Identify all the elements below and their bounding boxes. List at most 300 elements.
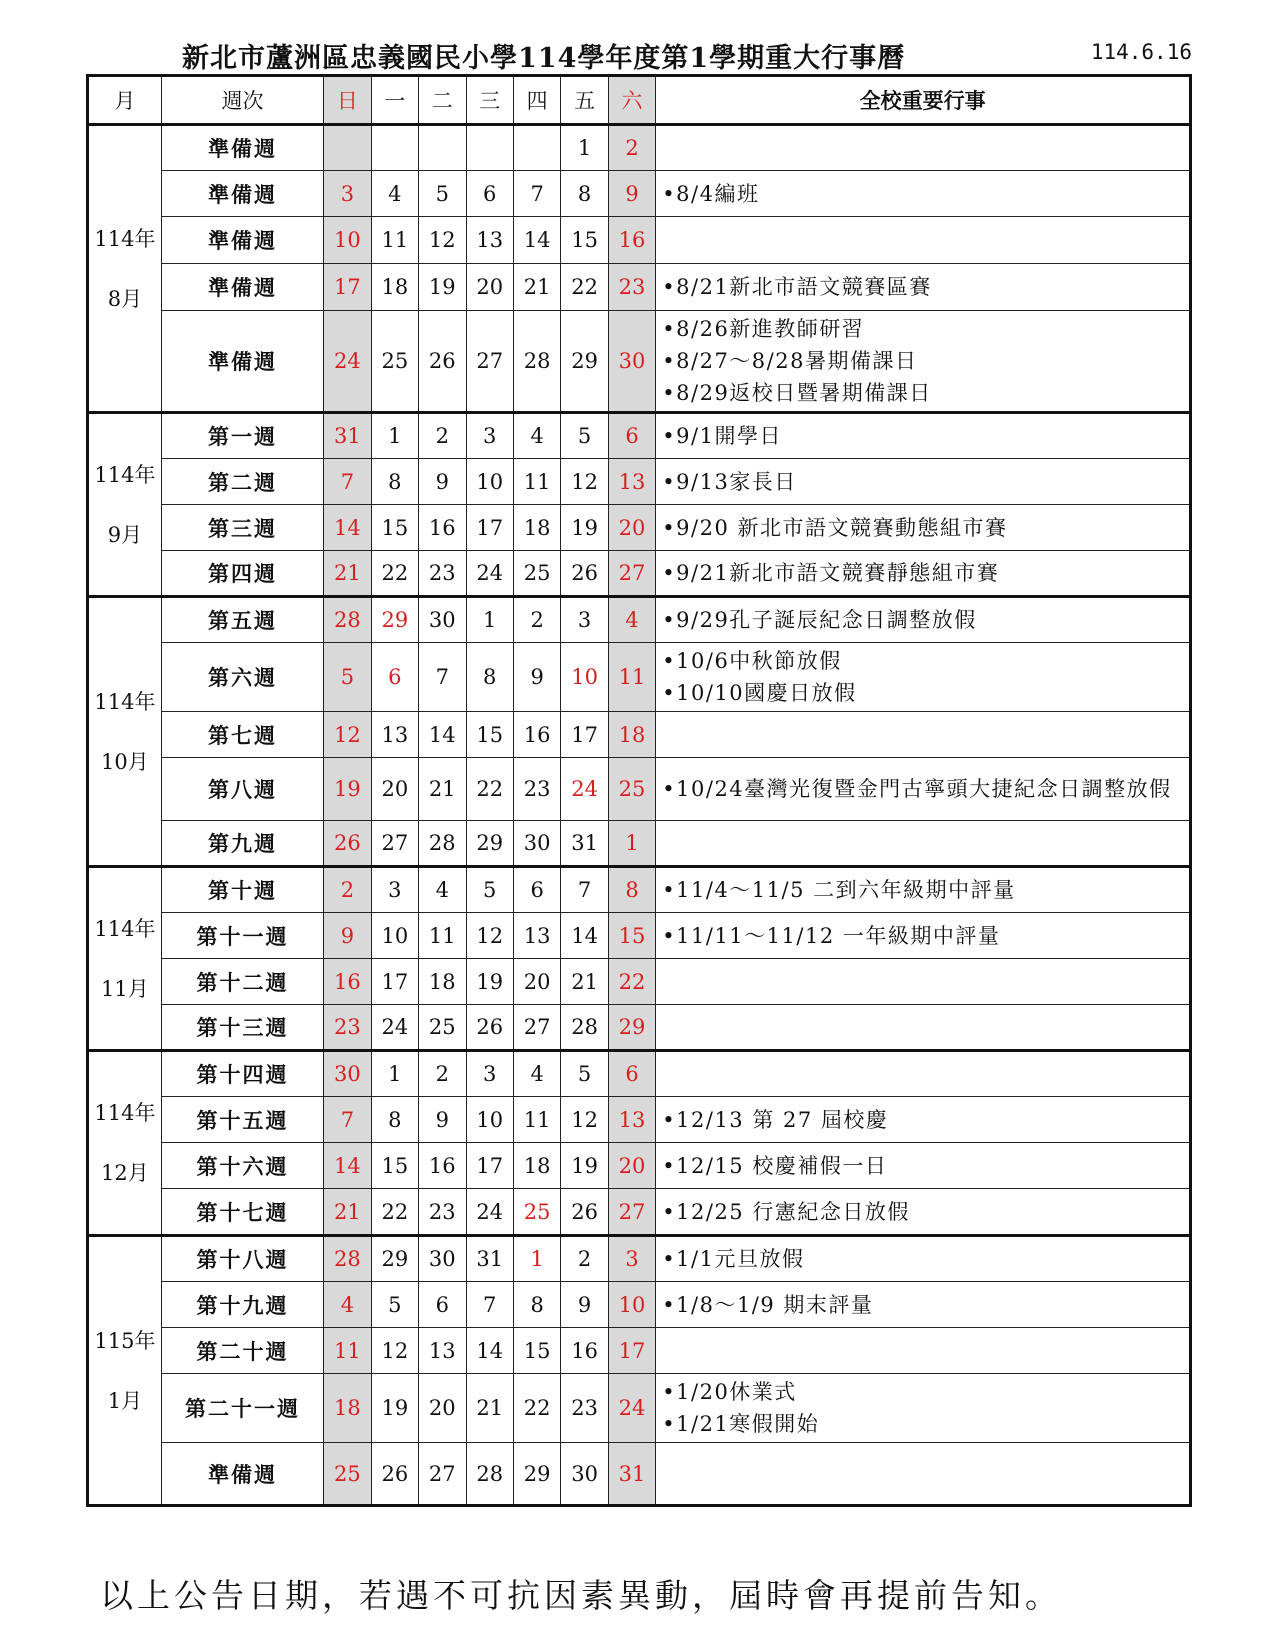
week-label: 第十五週 <box>161 1097 323 1143</box>
day-cell: 19 <box>561 505 608 551</box>
day-cell: 3 <box>561 597 608 643</box>
day-cell: 31 <box>608 1443 655 1506</box>
day-cell: 12 <box>561 459 608 505</box>
month-cell <box>88 413 162 597</box>
day-cell: 18 <box>513 1143 560 1189</box>
events-cell <box>656 1143 1191 1189</box>
day-cell: 9 <box>513 643 560 712</box>
table-row <box>88 758 1191 821</box>
day-cell: 1 <box>466 597 513 643</box>
day-cell: 17 <box>466 1143 513 1189</box>
events-cell <box>656 712 1191 758</box>
day-cell: 24 <box>466 1189 513 1236</box>
day-cell: 1 <box>608 821 655 867</box>
event-item: •1/8～1/9 期末評量 <box>662 1292 874 1317</box>
week-label: 第六週 <box>161 643 323 712</box>
week-label: 第二週 <box>161 459 323 505</box>
event-item: •12/25 行憲紀念日放假 <box>662 1199 910 1224</box>
event-item: •8/27～8/28暑期備課日 <box>662 349 918 373</box>
event-item: •9/29孔子誕辰紀念日調整放假 <box>662 608 977 632</box>
day-cell: 4 <box>513 1051 560 1097</box>
table-row <box>88 1374 1191 1443</box>
day-cell: 8 <box>608 867 655 913</box>
day-cell: 12 <box>324 712 371 758</box>
day-cell: 5 <box>561 1051 608 1097</box>
day-cell: 20 <box>466 264 513 311</box>
day-cell: 26 <box>419 311 466 413</box>
day-cell: 15 <box>561 217 608 264</box>
day-cell: 6 <box>513 867 560 913</box>
day-cell: 17 <box>466 505 513 551</box>
day-cell: 28 <box>324 597 371 643</box>
table-row <box>88 264 1191 311</box>
events-cell <box>656 913 1191 959</box>
day-cell: 11 <box>608 643 655 712</box>
day-cell: 29 <box>466 821 513 867</box>
month-label: 114年 <box>94 462 156 487</box>
day-cell: 6 <box>608 413 655 459</box>
table-row <box>88 867 1191 913</box>
event-item: •12/13 第 27 屆校慶 <box>662 1107 889 1132</box>
day-cell: 27 <box>371 821 418 867</box>
table-row <box>88 1097 1191 1143</box>
table-row <box>88 1189 1191 1236</box>
day-cell: 2 <box>608 125 655 171</box>
day-cell: 30 <box>419 1236 466 1282</box>
day-cell: 9 <box>419 1097 466 1143</box>
day-cell: 5 <box>371 1282 418 1328</box>
day-cell: 8 <box>466 643 513 712</box>
day-cell: 3 <box>324 171 371 217</box>
day-cell: 23 <box>419 551 466 597</box>
day-cell: 21 <box>324 1189 371 1236</box>
day-cell: 17 <box>371 959 418 1005</box>
day-cell: 7 <box>561 867 608 913</box>
month-label: 12月 <box>101 1161 149 1185</box>
footer-notice: 以上公告日期，若遇不可抗因素異動，屆時會再提前告知。 <box>100 1576 1062 1615</box>
month-column-header: 月 <box>88 76 162 125</box>
day-cell: 15 <box>371 505 418 551</box>
table-row <box>88 1143 1191 1189</box>
day-cell: 2 <box>513 597 560 643</box>
day-cell: 20 <box>371 758 418 821</box>
day-cell: 31 <box>561 821 608 867</box>
day-cell: 18 <box>371 264 418 311</box>
day-cell: 12 <box>561 1097 608 1143</box>
table-row <box>88 913 1191 959</box>
events-cell <box>656 758 1191 821</box>
day-cell: 22 <box>371 551 418 597</box>
day-cell: 6 <box>371 643 418 712</box>
week-label: 準備週 <box>161 217 323 264</box>
month-label: 114年 <box>94 689 156 714</box>
day-cell: 28 <box>324 1236 371 1282</box>
day-header-wed: 三 <box>466 76 513 125</box>
day-cell: 21 <box>561 959 608 1005</box>
month-cell <box>88 1051 162 1236</box>
day-cell: 3 <box>466 1051 513 1097</box>
week-label: 第九週 <box>161 821 323 867</box>
day-cell: 11 <box>324 1328 371 1374</box>
day-cell: 4 <box>419 867 466 913</box>
day-cell: 6 <box>419 1282 466 1328</box>
week-label: 第八週 <box>161 758 323 821</box>
day-cell: 29 <box>513 1443 560 1506</box>
events-cell <box>656 311 1191 413</box>
day-cell: 1 <box>561 125 608 171</box>
day-cell: 9 <box>419 459 466 505</box>
events-cell <box>656 821 1191 867</box>
day-cell: 22 <box>561 264 608 311</box>
day-cell: 17 <box>561 712 608 758</box>
day-cell: 22 <box>608 959 655 1005</box>
day-cell: 5 <box>324 643 371 712</box>
event-item: •1/1元旦放假 <box>662 1247 805 1271</box>
events-cell <box>656 125 1191 171</box>
day-cell: 25 <box>608 758 655 821</box>
table-row <box>88 125 1191 171</box>
day-cell: 2 <box>324 867 371 913</box>
day-cell: 22 <box>371 1189 418 1236</box>
day-cell: 2 <box>419 413 466 459</box>
day-cell: 10 <box>466 459 513 505</box>
events-cell <box>656 217 1191 264</box>
week-label: 準備週 <box>161 125 323 171</box>
week-label: 第十七週 <box>161 1189 323 1236</box>
month-label: 115年 <box>94 1328 156 1353</box>
day-cell: 11 <box>513 459 560 505</box>
day-cell: 9 <box>561 1282 608 1328</box>
week-label: 第十六週 <box>161 1143 323 1189</box>
day-cell: 15 <box>513 1328 560 1374</box>
week-label: 準備週 <box>161 171 323 217</box>
day-cell: 28 <box>419 821 466 867</box>
day-cell: 3 <box>466 413 513 459</box>
day-cell: 29 <box>371 1236 418 1282</box>
table-row <box>88 1328 1191 1374</box>
table-row <box>88 171 1191 217</box>
day-cell <box>419 125 466 171</box>
day-cell: 25 <box>371 311 418 413</box>
day-cell: 6 <box>466 171 513 217</box>
day-cell: 27 <box>608 1189 655 1236</box>
day-cell: 13 <box>608 1097 655 1143</box>
table-row <box>88 1282 1191 1328</box>
event-item: •9/20 新北市語文競賽動態組市賽 <box>662 515 1008 540</box>
table-row <box>88 959 1191 1005</box>
table-row <box>88 311 1191 413</box>
day-cell: 20 <box>419 1374 466 1443</box>
day-cell: 8 <box>513 1282 560 1328</box>
event-item: •12/15 校慶補假一日 <box>662 1153 888 1178</box>
day-cell: 25 <box>513 1189 560 1236</box>
table-row <box>88 1051 1191 1097</box>
events-cell <box>656 1443 1191 1506</box>
day-cell: 12 <box>371 1328 418 1374</box>
day-cell: 30 <box>513 821 560 867</box>
events-cell <box>656 1005 1191 1051</box>
event-item: •11/11～11/12 一年級期中評量 <box>662 923 1001 948</box>
events-cell <box>656 1374 1191 1443</box>
day-cell: 15 <box>608 913 655 959</box>
day-cell: 14 <box>466 1328 513 1374</box>
event-item: •9/21新北市語文競賽靜態組市賽 <box>662 561 1000 585</box>
day-cell: 6 <box>608 1051 655 1097</box>
day-cell: 16 <box>419 505 466 551</box>
events-cell <box>656 597 1191 643</box>
event-item: •1/21寒假開始 <box>662 1412 820 1436</box>
event-item: •9/1開學日 <box>662 424 782 448</box>
day-cell: 26 <box>561 1189 608 1236</box>
day-cell: 24 <box>324 311 371 413</box>
school-calendar-table <box>86 74 1192 1507</box>
day-cell: 5 <box>561 413 608 459</box>
day-cell: 15 <box>371 1143 418 1189</box>
day-cell: 15 <box>466 712 513 758</box>
day-cell: 11 <box>371 217 418 264</box>
day-cell: 14 <box>324 505 371 551</box>
day-cell <box>513 125 560 171</box>
day-cell: 4 <box>371 171 418 217</box>
day-cell: 10 <box>608 1282 655 1328</box>
day-cell: 5 <box>419 171 466 217</box>
day-cell: 16 <box>419 1143 466 1189</box>
day-cell: 14 <box>324 1143 371 1189</box>
table-header-row <box>88 76 1191 125</box>
day-cell: 23 <box>513 758 560 821</box>
day-header-thu: 四 <box>513 76 560 125</box>
day-cell: 4 <box>608 597 655 643</box>
day-cell: 18 <box>419 959 466 1005</box>
events-cell <box>656 505 1191 551</box>
month-label: 114年 <box>94 916 156 941</box>
day-cell: 19 <box>371 1374 418 1443</box>
day-cell: 20 <box>513 959 560 1005</box>
day-cell: 20 <box>608 505 655 551</box>
events-cell <box>656 413 1191 459</box>
day-header-tue: 二 <box>419 76 466 125</box>
events-cell <box>656 1328 1191 1374</box>
day-cell: 22 <box>466 758 513 821</box>
table-row <box>88 1443 1191 1506</box>
day-cell: 24 <box>608 1374 655 1443</box>
event-item: •8/4編班 <box>662 181 760 206</box>
day-cell <box>466 125 513 171</box>
day-cell: 18 <box>513 505 560 551</box>
events-column-header: 全校重要行事 <box>656 76 1191 125</box>
day-cell: 17 <box>608 1328 655 1374</box>
day-header-sat: 六 <box>608 76 655 125</box>
document-title: 新北市蘆洲區忠義國民小學114學年度第1學期重大行事曆 <box>182 43 906 74</box>
day-cell: 21 <box>466 1374 513 1443</box>
day-cell: 30 <box>608 311 655 413</box>
events-cell <box>656 1051 1191 1097</box>
day-cell: 2 <box>419 1051 466 1097</box>
day-cell: 2 <box>561 1236 608 1282</box>
day-cell: 30 <box>561 1443 608 1506</box>
day-cell: 23 <box>324 1005 371 1051</box>
day-cell: 24 <box>561 758 608 821</box>
day-cell: 16 <box>561 1328 608 1374</box>
event-item: •8/26新進教師研習 <box>662 317 865 341</box>
week-label: 第十八週 <box>161 1236 323 1282</box>
week-label: 第一週 <box>161 413 323 459</box>
events-cell <box>656 459 1191 505</box>
events-cell <box>656 959 1191 1005</box>
day-cell: 30 <box>419 597 466 643</box>
event-item: •1/20休業式 <box>662 1380 797 1404</box>
day-cell: 18 <box>324 1374 371 1443</box>
week-label: 第十四週 <box>161 1051 323 1097</box>
day-cell: 21 <box>324 551 371 597</box>
month-label: 11月 <box>101 976 149 1001</box>
day-cell: 29 <box>561 311 608 413</box>
day-cell: 23 <box>561 1374 608 1443</box>
day-cell <box>371 125 418 171</box>
month-label: 8月 <box>107 286 143 311</box>
event-item: •9/13家長日 <box>662 469 797 494</box>
day-cell: 3 <box>371 867 418 913</box>
event-item: •10/24臺灣光復暨金門古寧頭大捷紀念日調整放假 <box>662 777 1172 801</box>
day-cell: 14 <box>513 217 560 264</box>
day-cell: 31 <box>466 1236 513 1282</box>
day-cell: 27 <box>513 1005 560 1051</box>
events-cell <box>656 551 1191 597</box>
day-cell: 8 <box>371 1097 418 1143</box>
events-cell <box>656 867 1191 913</box>
day-cell: 25 <box>513 551 560 597</box>
day-cell: 19 <box>324 758 371 821</box>
week-label: 第三週 <box>161 505 323 551</box>
day-cell: 11 <box>513 1097 560 1143</box>
day-cell: 8 <box>561 171 608 217</box>
day-cell: 12 <box>466 913 513 959</box>
table-row <box>88 1005 1191 1051</box>
day-cell: 19 <box>466 959 513 1005</box>
week-label: 第十三週 <box>161 1005 323 1051</box>
day-cell: 10 <box>371 913 418 959</box>
day-cell: 1 <box>371 1051 418 1097</box>
day-cell: 1 <box>513 1236 560 1282</box>
week-label: 第二十一週 <box>161 1374 323 1443</box>
week-label: 第十九週 <box>161 1282 323 1328</box>
day-cell: 16 <box>608 217 655 264</box>
day-cell: 23 <box>419 1189 466 1236</box>
week-label: 準備週 <box>161 1443 323 1506</box>
day-cell: 7 <box>513 171 560 217</box>
day-cell: 9 <box>608 171 655 217</box>
day-cell: 26 <box>466 1005 513 1051</box>
day-cell: 24 <box>371 1005 418 1051</box>
day-cell: 28 <box>466 1443 513 1506</box>
day-cell: 28 <box>561 1005 608 1051</box>
day-cell: 12 <box>419 217 466 264</box>
day-cell: 17 <box>324 264 371 311</box>
day-cell: 24 <box>466 551 513 597</box>
day-cell: 26 <box>324 821 371 867</box>
week-label: 第十二週 <box>161 959 323 1005</box>
day-cell: 25 <box>419 1005 466 1051</box>
day-cell: 7 <box>419 643 466 712</box>
day-cell: 7 <box>324 1097 371 1143</box>
day-cell: 13 <box>419 1328 466 1374</box>
events-cell <box>656 1189 1191 1236</box>
calendar-body <box>88 125 1191 1506</box>
day-cell: 16 <box>513 712 560 758</box>
table-row <box>88 1236 1191 1282</box>
week-label: 第四週 <box>161 551 323 597</box>
day-cell: 14 <box>561 913 608 959</box>
month-label: 1月 <box>107 1388 143 1413</box>
event-item: •8/21新北市語文競賽區賽 <box>662 275 932 299</box>
day-cell: 29 <box>608 1005 655 1051</box>
week-label: 準備週 <box>161 311 323 413</box>
day-cell: 8 <box>371 459 418 505</box>
day-cell: 10 <box>561 643 608 712</box>
day-cell: 16 <box>324 959 371 1005</box>
day-cell: 21 <box>513 264 560 311</box>
day-cell: 18 <box>608 712 655 758</box>
week-label: 第七週 <box>161 712 323 758</box>
day-cell: 13 <box>371 712 418 758</box>
events-cell <box>656 264 1191 311</box>
day-header-mon: 一 <box>371 76 418 125</box>
day-cell: 3 <box>608 1236 655 1282</box>
day-cell: 7 <box>466 1282 513 1328</box>
day-cell: 29 <box>371 597 418 643</box>
table-row <box>88 459 1191 505</box>
day-cell: 13 <box>466 217 513 264</box>
week-column-header: 週次 <box>161 76 323 125</box>
day-cell: 23 <box>608 264 655 311</box>
events-cell <box>656 643 1191 712</box>
table-row <box>88 413 1191 459</box>
month-label: 114年 <box>94 1101 156 1125</box>
month-label: 10月 <box>101 749 149 774</box>
document-date: 114.6.16 <box>1090 40 1192 64</box>
table-row <box>88 712 1191 758</box>
month-cell <box>88 125 162 413</box>
events-cell <box>656 171 1191 217</box>
table-row <box>88 597 1191 643</box>
day-cell: 4 <box>513 413 560 459</box>
events-cell <box>656 1236 1191 1282</box>
day-cell: 19 <box>419 264 466 311</box>
week-label: 第十週 <box>161 867 323 913</box>
day-header-sun: 日 <box>324 76 371 125</box>
day-cell: 5 <box>466 867 513 913</box>
event-item: •11/4～11/5 二到六年級期中評量 <box>662 878 1016 902</box>
month-cell <box>88 1236 162 1506</box>
day-cell: 26 <box>561 551 608 597</box>
event-item: •8/29返校日暨暑期備課日 <box>662 381 932 405</box>
events-cell <box>656 1282 1191 1328</box>
month-label: 9月 <box>107 522 143 547</box>
table-row <box>88 551 1191 597</box>
day-cell: 27 <box>608 551 655 597</box>
day-cell: 4 <box>324 1282 371 1328</box>
day-cell: 13 <box>608 459 655 505</box>
day-cell: 10 <box>324 217 371 264</box>
day-cell <box>324 125 371 171</box>
week-label: 第二十週 <box>161 1328 323 1374</box>
day-cell: 1 <box>371 413 418 459</box>
month-cell <box>88 867 162 1051</box>
table-row <box>88 643 1191 712</box>
day-cell: 19 <box>561 1143 608 1189</box>
day-cell: 26 <box>371 1443 418 1506</box>
document-header <box>86 34 1192 74</box>
